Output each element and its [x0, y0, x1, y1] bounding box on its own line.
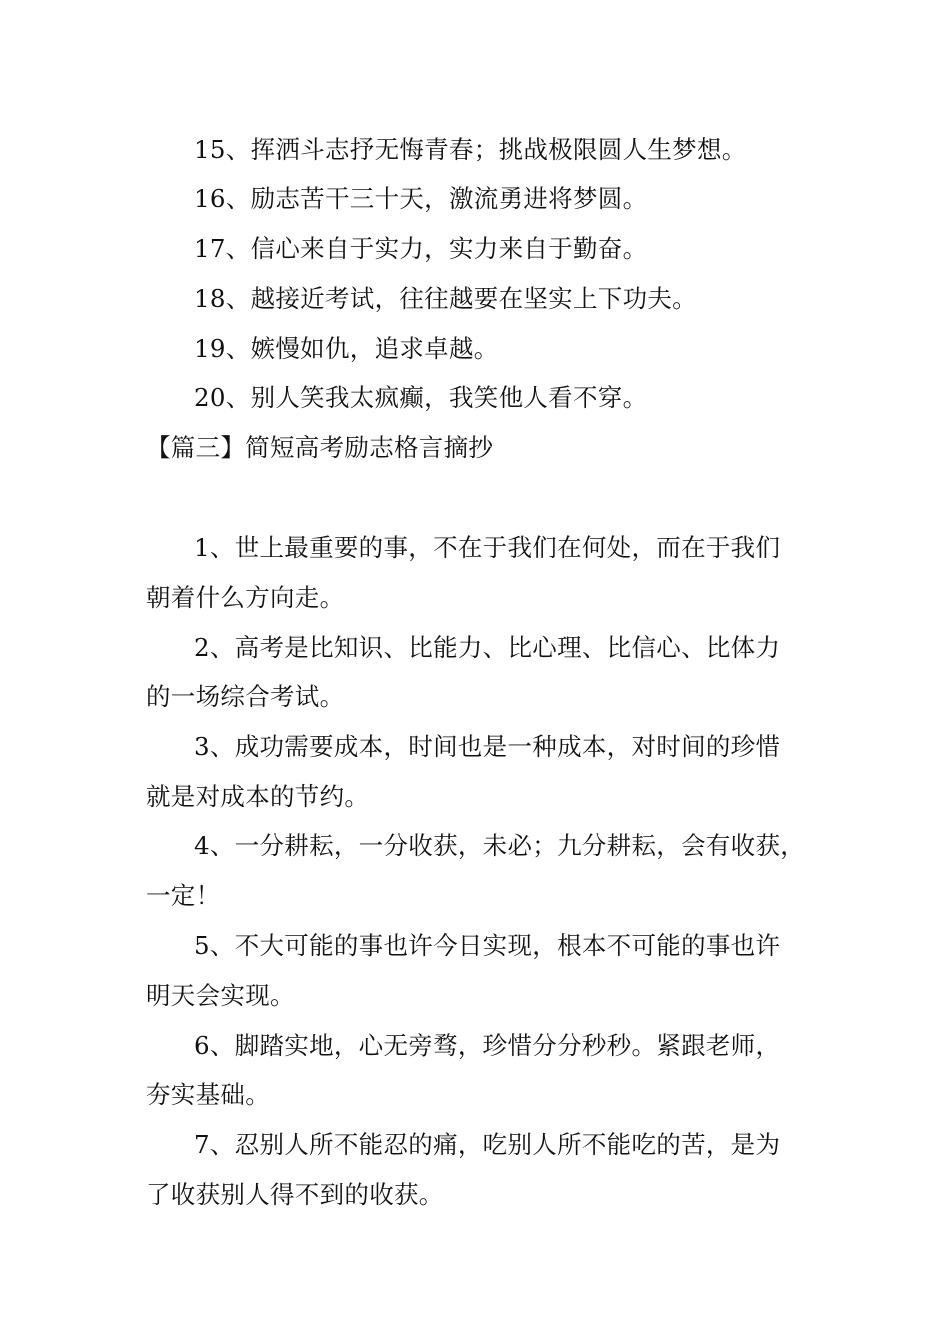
list-item-continuation: 一定！: [146, 881, 221, 910]
list-item: 20、别人笑我太疯癫，我笑他人看不穿。: [194, 383, 648, 412]
list-item: 19、嫉慢如仇，追求卓越。: [194, 334, 499, 363]
list-item-first-line: 5、不大可能的事也许今日实现，根本不可能的事也许: [194, 931, 781, 960]
list-item: 17、信心来自于实力，实力来自于勤奋。: [194, 234, 648, 263]
section-heading: 【篇三】简短高考励志格言摘抄: [146, 433, 494, 462]
list-item: 15、挥洒斗志抒无悔青春；挑战极限圆人生梦想。: [194, 135, 747, 164]
list-item-first-line: 4、一分耕耘，一分收获，未必；九分耕耘，会有收获，: [194, 831, 806, 860]
list-item-first-line: 1、世上最重要的事，不在于我们在何处，而在于我们: [194, 533, 781, 562]
list-item: 18、越接近考试，往往越要在坚实上下功夫。: [194, 284, 697, 313]
list-item-continuation: 明天会实现。: [146, 981, 295, 1010]
list-item-first-line: 6、脚踏实地，心无旁骛，珍惜分分秒秒。紧跟老师，: [194, 1031, 781, 1060]
list-item-continuation: 朝着什么方向走。: [146, 583, 345, 612]
list-item-first-line: 3、成功需要成本，时间也是一种成本，对时间的珍惜: [194, 732, 781, 761]
list-item-first-line: 7、忍别人所不能忍的痛，吃别人所不能吃的苦，是为: [194, 1130, 781, 1159]
list-item-continuation: 就是对成本的节约。: [146, 782, 370, 811]
list-item-continuation: 夯实基础。: [146, 1080, 270, 1109]
list-item-continuation: 了收获别人得不到的收获。: [146, 1180, 444, 1209]
list-item: 16、励志苦干三十天，激流勇进将梦圆。: [194, 184, 648, 213]
list-item-first-line: 2、高考是比知识、比能力、比心理、比信心、比体力: [194, 633, 781, 662]
list-item-continuation: 的一场综合考试。: [146, 682, 345, 711]
